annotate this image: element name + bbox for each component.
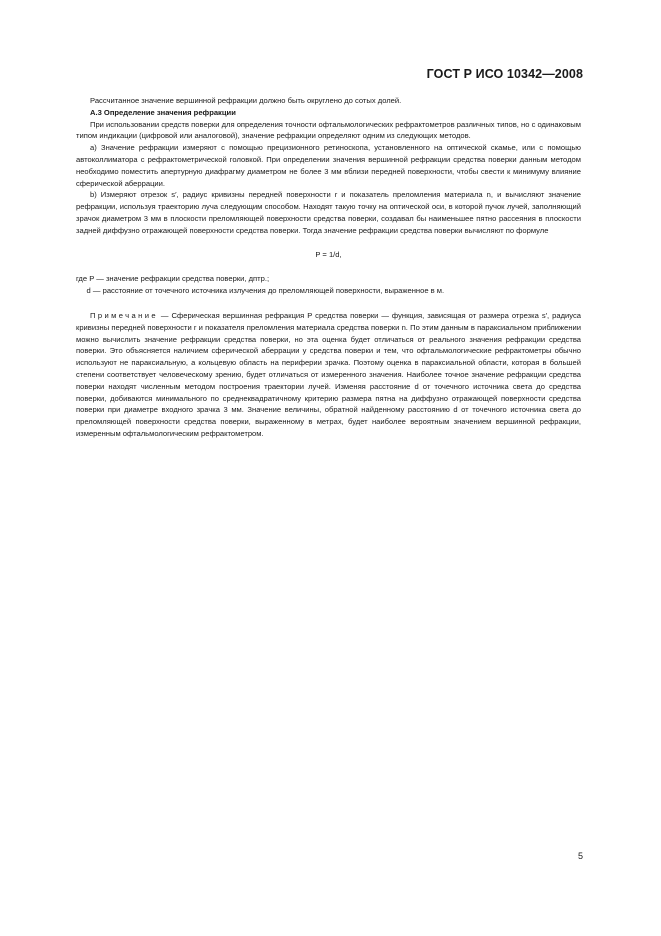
legend-def-d: расстояние от точечного источника излучения до преломляющей поверхности, выраженное в м. [102, 286, 445, 296]
legend-term-p: где P — [76, 274, 106, 284]
formula: P = 1/d, [315, 249, 342, 259]
document-code-header: ГОСТ Р ИСО 10342—2008 [426, 67, 583, 81]
section-heading-a3: А.3 Определение значения рефракции [90, 107, 236, 117]
legend-row-d [76, 285, 581, 297]
paragraph-rounding: Рассчитанное значение вершинной рефракции должно быть округлено до сотых долей. [90, 96, 402, 105]
note-text: — Сферическая вершинная рефракция P средства поверки — функция, зависящая от размера отрезка s′, радиуса кривизны передней поверхности r и показателя преломления материала средства поверки n. По этим данным в параксиальном приближении можно вычислить значение рефракции средства поверки, но эта оценка будет отличаться от реального значения рефракции средства поверки. Это объясняется наличием сферической аберрации у средства поверки и тем, что офтальмологические рефрактометры обычно используют не параксиальную, а кольцевую область на периферии зрачка. Поэтому оценка в параксиальной области, которая в большей степени соответствует человеческому зрению, будет отличаться от измеренного значения. Наиболее точное значение рефракции средства поверки находят численным методом построения траектории лучей. Изменяя расстояние d от точечного источника света до средства поверки, добиваются минимального по среднеквадратичному критерию размера пятна на диффузно отражающей поверхности средства поверки при диаметре входного зрачка 3 мм. Значение величины, обратной найденному расстоянию d от точечного источника света до преломляющей поверхности средства поверки, выраженному в метрах, будет наиболее вероятным значением вершинной рефракции, измеренным офтальмологическим рефрактометром. [76, 310, 581, 438]
paragraph-method-a: а) Значение рефракции измеряют с помощью прецизионного ретиноскопа, установленного на оптической скамье, или с помощью автоколлиматора с рефрактометрической головкой. При определении значения вершинной рефракции средства поверки данным методом необходимо поместить апертурную диафрагму диаметром не более 3 мм вблизи передней поверхности, чтобы свести к минимуму влияние сферической аберрации. [76, 143, 581, 188]
paragraph-method-b: b) Измеряют отрезок s′, радиус кривизны передней поверхности r и показатель преломления материала n, и вычисляют значение рефракции, используя траекторию луча следующим способом. Находят такую точку на оптической оси, в которой пучок лучей, заполняющий зрачок диаметром 3 мм в плоскости преломляющей поверхности средства поверки, создавал бы наименьшее пятно рассеяния в плоскости задней диффузно отражающей поверхности средства поверки. Тогда значение рефракции средства поверки вычисляют по формуле [76, 190, 581, 235]
legend-row-p [76, 273, 581, 285]
legend-def-p: значение рефракции средства поверки, дптр.; [105, 274, 270, 284]
page-number: 5 [577, 851, 583, 861]
note-paragraph [76, 310, 581, 440]
paragraph-methods-intro: При использовании средств поверки для определения точности офтальмологических рефрактометров различных типов, но с одинаковым типом индикации (цифровой или аналоговой), значение рефракции определяют одним из следующих методов. [76, 119, 581, 141]
note-label: Примечание [90, 310, 158, 320]
document-body [76, 95, 581, 440]
legend-term-d: d — [76, 286, 103, 296]
